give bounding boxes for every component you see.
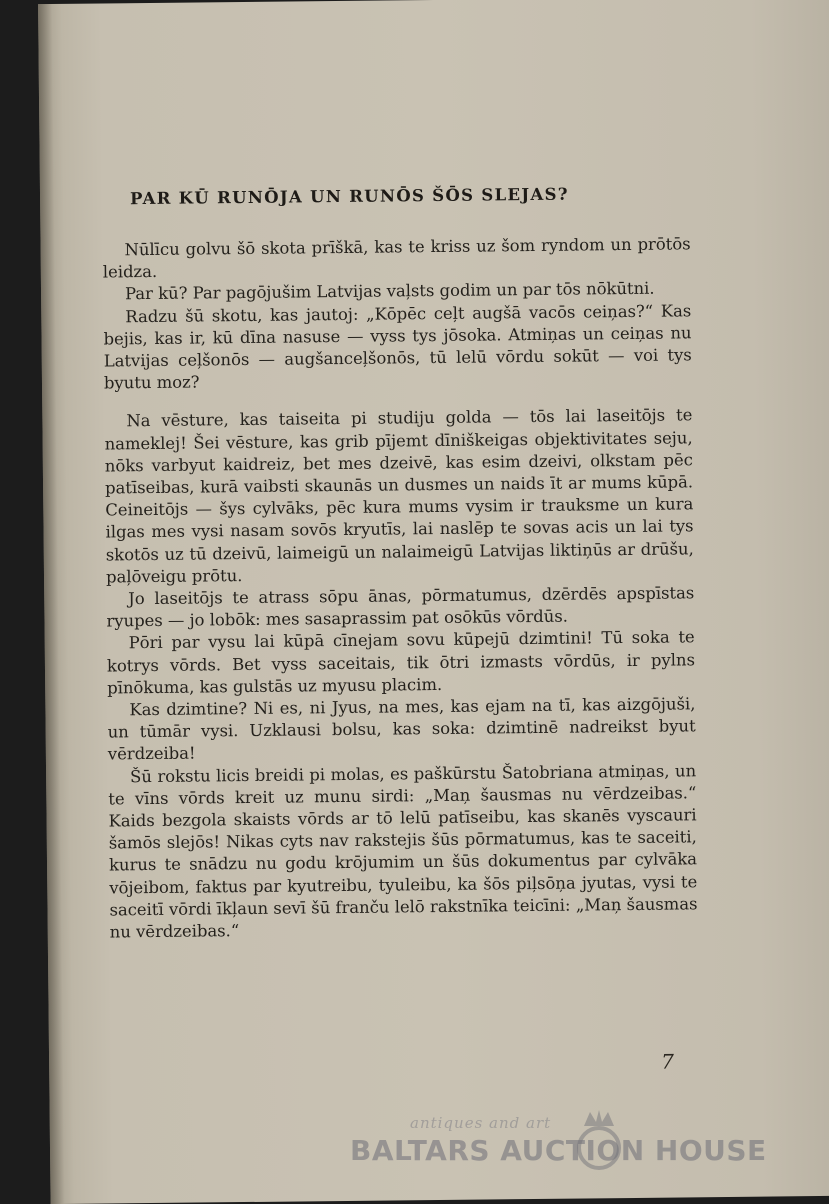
page-number: 7 (661, 1049, 674, 1074)
paragraph: Nūlīcu golvu šō skota prīškā, kas te kriss uz šom ryndom un prōtōs leidza. (102, 234, 691, 282)
crown-icon (574, 1108, 624, 1170)
book-page (38, 0, 829, 1204)
watermark-title: BALTARS AUCTION HOUSE (350, 1134, 767, 1167)
paragraph: Jo laseitōjs te atrass sōpu ānas, pōrmatumus, dzērdēs apspīstas ryupes — jo lobōk: mes sasaprassim pat osōkūs vōrdūs. (106, 583, 695, 631)
paragraph: Par kū? Par pagōjušim Latvijas vaļsts godim un par tōs nōkūtni. (124, 279, 655, 304)
chapter-heading: PAR KŪ RUNŌJA UN RUNŌS ŠŌS SLEJAS? (129, 184, 569, 209)
paragraph: Pōri par vysu lai kūpā cīnejam sovu kūpejū dzimtini! Tū soka te kotrys vōrds. Bet vyss saceitais, tik ōtri izmasts vōrdūs, ir pylns pīnōkuma, kas gulstās uz myusu placim. (106, 627, 696, 698)
body-text (102, 233, 697, 943)
paragraph: Radzu šū skotu, kas jautoj: „Kōpēc ceļt augšā vacōs ceiņas?“ Kas bejis, kas ir, kū dīna nasuse — vyss tys jōsoka. Atmiņas un ceiņas nu Latvijas ceļšonōs — augšanceļšonōs, tū lelū vōrdu sokūt — voi tys byutu moz? (103, 300, 692, 393)
watermark-subtitle: antiques and art (410, 1114, 552, 1132)
paragraph: Kas dzimtine? Ni es, ni Jyus, na mes, kas ejam na tī, kas aizgōjuši, un tūmār vysi. Uzklausi bolsu, kas soka: dzimtinē nadreikst byut vērdzeiba! (107, 694, 696, 764)
watermark (348, 1108, 768, 1178)
paragraph: Šū rokstu licis breidi pi molas, es paškūrstu Šatobriana atmiņas, un te vīns vōrds kreit uz munu sirdi: „Maņ šausmas nu vērdzeibas.“ Kaids bezgola skaists vōrds ar tō lelū patīseibu, kas skanēs vyscauri šamōs slejōs! Nikas cyts nav rakstejis šūs pōrmatumus, kas te saceiti, kurus te snādzu nu godu krōjumim un šūs dokumentus par cylvāka vōjeibom, faktus par kyutreibu, tyuleibu, ka šōs piļsōņa jyutas, vysi te saceitī vōrdi īkļaun sevī šū franču lelō rakstnīka teicīni: „Maņ šausmas nu vērdzeibas.“ (108, 760, 698, 942)
paragraph: Na vēsture, kas taiseita pi studiju golda — tōs lai laseitōjs te nameklej! Šei vēsture, kas grib pījemt dīniškeigas objektivitates seju, nōks varbyut kaidreiz, bet mes dzeivē, kas esim dzeivi, olkstam pēc patīseibas, kurā vaibsti skaunās un dusmes un naids īt ar mums kūpā. Ceineitōjs — šys cylvāks, pēc kura mums vysim ir trauksme un kura ilgas mes vysi nasam sovōs kryutīs, lai naslēp te sovas acis un lai tys skotōs uz tū dzeivū, laimeigū un nalaimeigū Latvijas liktiņūs ar drūšu, paļōveigu prōtu. (104, 405, 694, 587)
